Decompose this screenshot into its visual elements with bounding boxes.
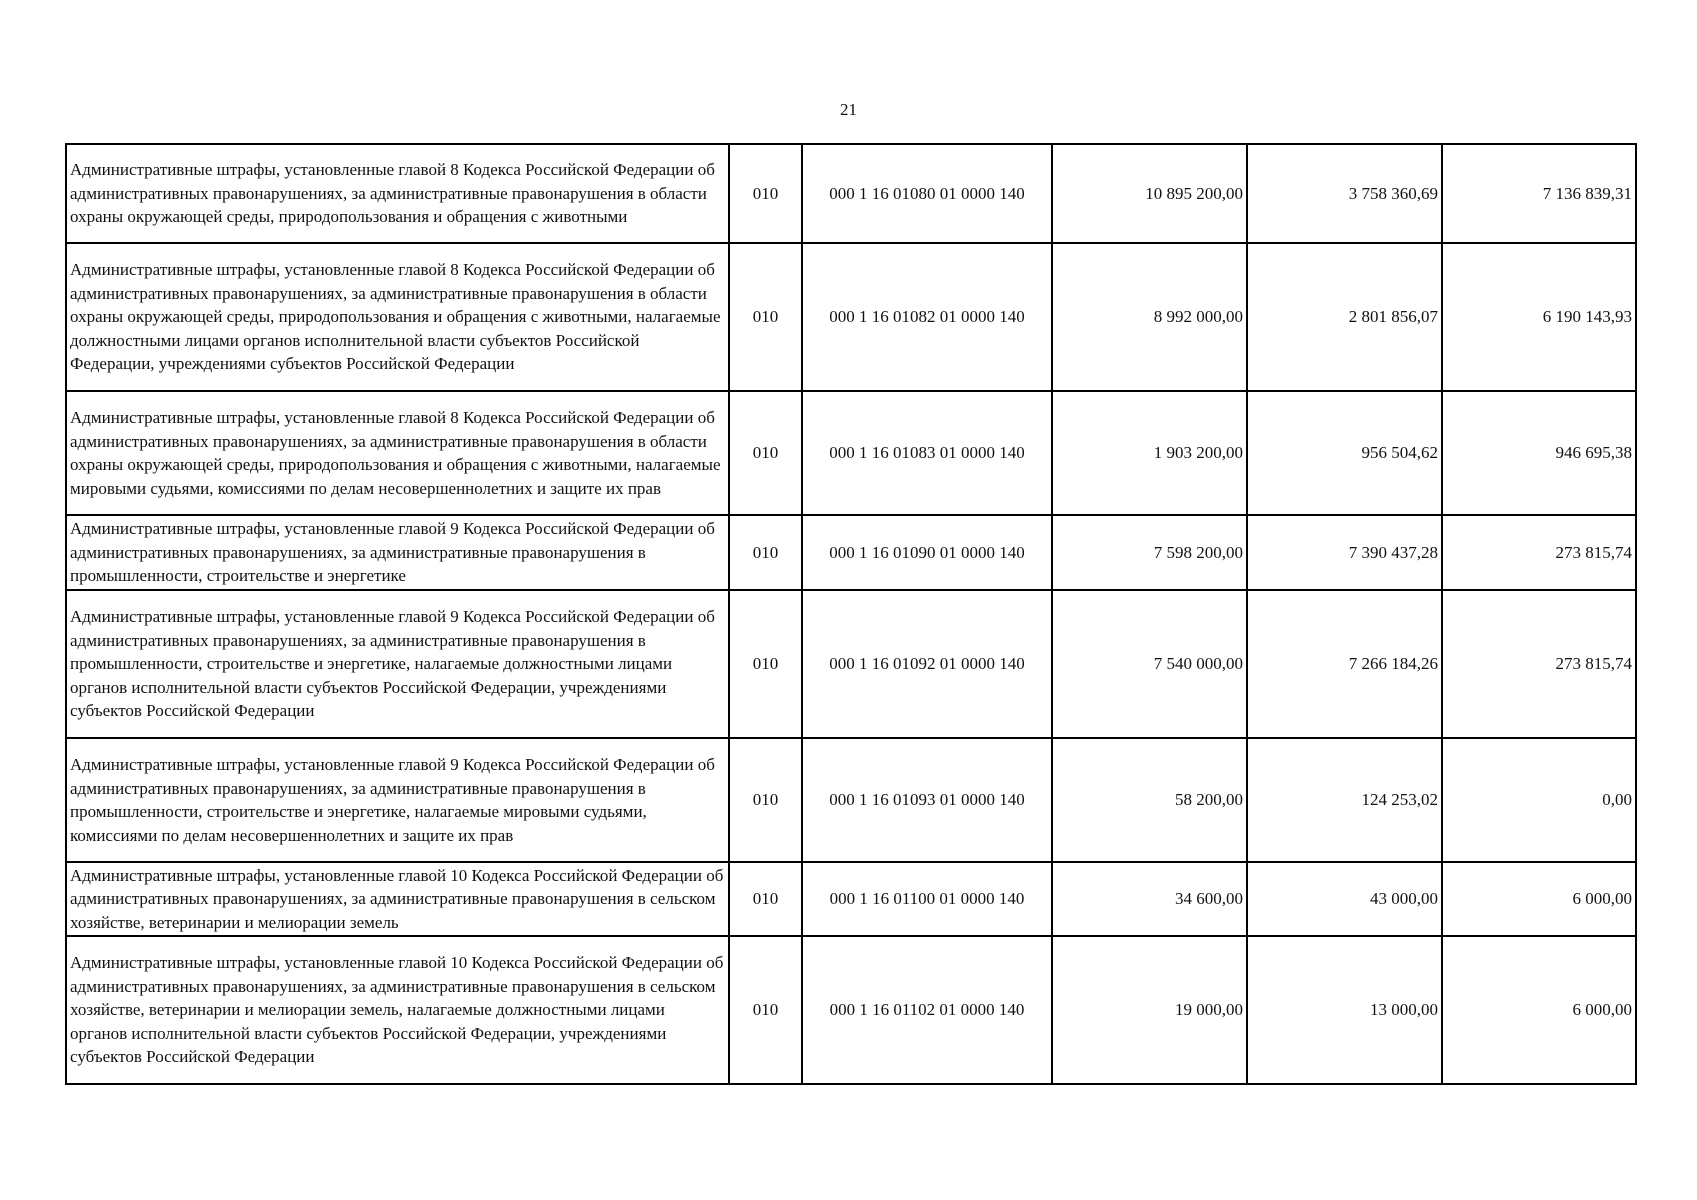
amount-2: 7 266 184,26 [1247,590,1442,738]
amount-2: 7 390 437,28 [1247,515,1442,590]
budget-code: 000 1 16 01100 01 0000 140 [802,862,1052,936]
amount-2: 124 253,02 [1247,738,1442,862]
budget-code: 000 1 16 01080 01 0000 140 [802,144,1052,243]
admin-code: 010 [729,515,802,590]
admin-code: 010 [729,590,802,738]
amount-2: 2 801 856,07 [1247,243,1442,391]
admin-code: 010 [729,144,802,243]
budget-code: 000 1 16 01093 01 0000 140 [802,738,1052,862]
table-row [66,590,1636,738]
budget-code: 000 1 16 01092 01 0000 140 [802,590,1052,738]
budget-code: 000 1 16 01102 01 0000 140 [802,936,1052,1084]
amount-2: 43 000,00 [1247,862,1442,936]
amount-3: 6 000,00 [1442,862,1636,936]
admin-code: 010 [729,243,802,391]
budget-code: 000 1 16 01082 01 0000 140 [802,243,1052,391]
admin-code: 010 [729,936,802,1084]
budget-code: 000 1 16 01083 01 0000 140 [802,391,1052,515]
amount-1: 8 992 000,00 [1052,243,1247,391]
row-description: Административные штрафы, установленные главой 8 Кодекса Российской Федерации об административных правонарушениях, за административные правонарушения в области охраны окружающей среды, природопользования и обращения с животными, налагаемые должностными лицами органов исполнительной власти субъектов Российской Федерации, учреждениями субъектов Российской Федерации [66,243,729,391]
page-number: 21 [840,100,857,119]
row-description: Административные штрафы, установленные главой 9 Кодекса Российской Федерации об административных правонарушениях, за административные правонарушения в промышленности, строительстве и энергетике, налагаемые мировыми судьями, комиссиями по делам несовершеннолетних и защите их прав [66,738,729,862]
admin-code: 010 [729,738,802,862]
row-description: Административные штрафы, установленные главой 8 Кодекса Российской Федерации об административных правонарушениях, за административные правонарушения в области охраны окружающей среды, природопользования и обращения с животными, налагаемые мировыми судьями, комиссиями по делам несовершеннолетних и защите их прав [66,391,729,515]
amount-1: 34 600,00 [1052,862,1247,936]
admin-code: 010 [729,862,802,936]
row-description: Административные штрафы, установленные главой 10 Кодекса Российской Федерации об административных правонарушениях, за административные правонарушения в сельском хозяйстве, ветеринарии и мелиорации земель [66,862,729,936]
row-description: Административные штрафы, установленные главой 9 Кодекса Российской Федерации об административных правонарушениях, за административные правонарушения в промышленности, строительстве и энергетике [66,515,729,590]
amount-1: 7 598 200,00 [1052,515,1247,590]
amount-1: 10 895 200,00 [1052,144,1247,243]
table-row [66,515,1636,590]
amount-3: 273 815,74 [1442,590,1636,738]
amount-2: 3 758 360,69 [1247,144,1442,243]
amount-1: 58 200,00 [1052,738,1247,862]
amount-3: 0,00 [1442,738,1636,862]
table-row [66,243,1636,391]
table-row [66,144,1636,243]
budget-code: 000 1 16 01090 01 0000 140 [802,515,1052,590]
amount-3: 7 136 839,31 [1442,144,1636,243]
row-description: Административные штрафы, установленные главой 8 Кодекса Российской Федерации об административных правонарушениях, за административные правонарушения в области охраны окружающей среды, природопользования и обращения с животными [66,144,729,243]
amount-3: 6 190 143,93 [1442,243,1636,391]
table-row [66,862,1636,936]
row-description: Административные штрафы, установленные главой 9 Кодекса Российской Федерации об административных правонарушениях, за административные правонарушения в промышленности, строительстве и энергетике, налагаемые должностными лицами органов исполнительной власти субъектов Российской Федерации, учреждениями субъектов Российской Федерации [66,590,729,738]
revenue-table [65,143,1637,1085]
table-row [66,738,1636,862]
amount-3: 946 695,38 [1442,391,1636,515]
amount-3: 6 000,00 [1442,936,1636,1084]
amount-1: 19 000,00 [1052,936,1247,1084]
row-description: Административные штрафы, установленные главой 10 Кодекса Российской Федерации об административных правонарушениях, за административные правонарушения в сельском хозяйстве, ветеринарии и мелиорации земель, налагаемые должностными лицами органов исполнительной власти субъектов Российской Федерации, учреждениями субъектов Российской Федерации [66,936,729,1084]
amount-3: 273 815,74 [1442,515,1636,590]
table-row [66,391,1636,515]
amount-2: 956 504,62 [1247,391,1442,515]
amount-1: 7 540 000,00 [1052,590,1247,738]
admin-code: 010 [729,391,802,515]
table-row [66,936,1636,1084]
amount-2: 13 000,00 [1247,936,1442,1084]
amount-1: 1 903 200,00 [1052,391,1247,515]
